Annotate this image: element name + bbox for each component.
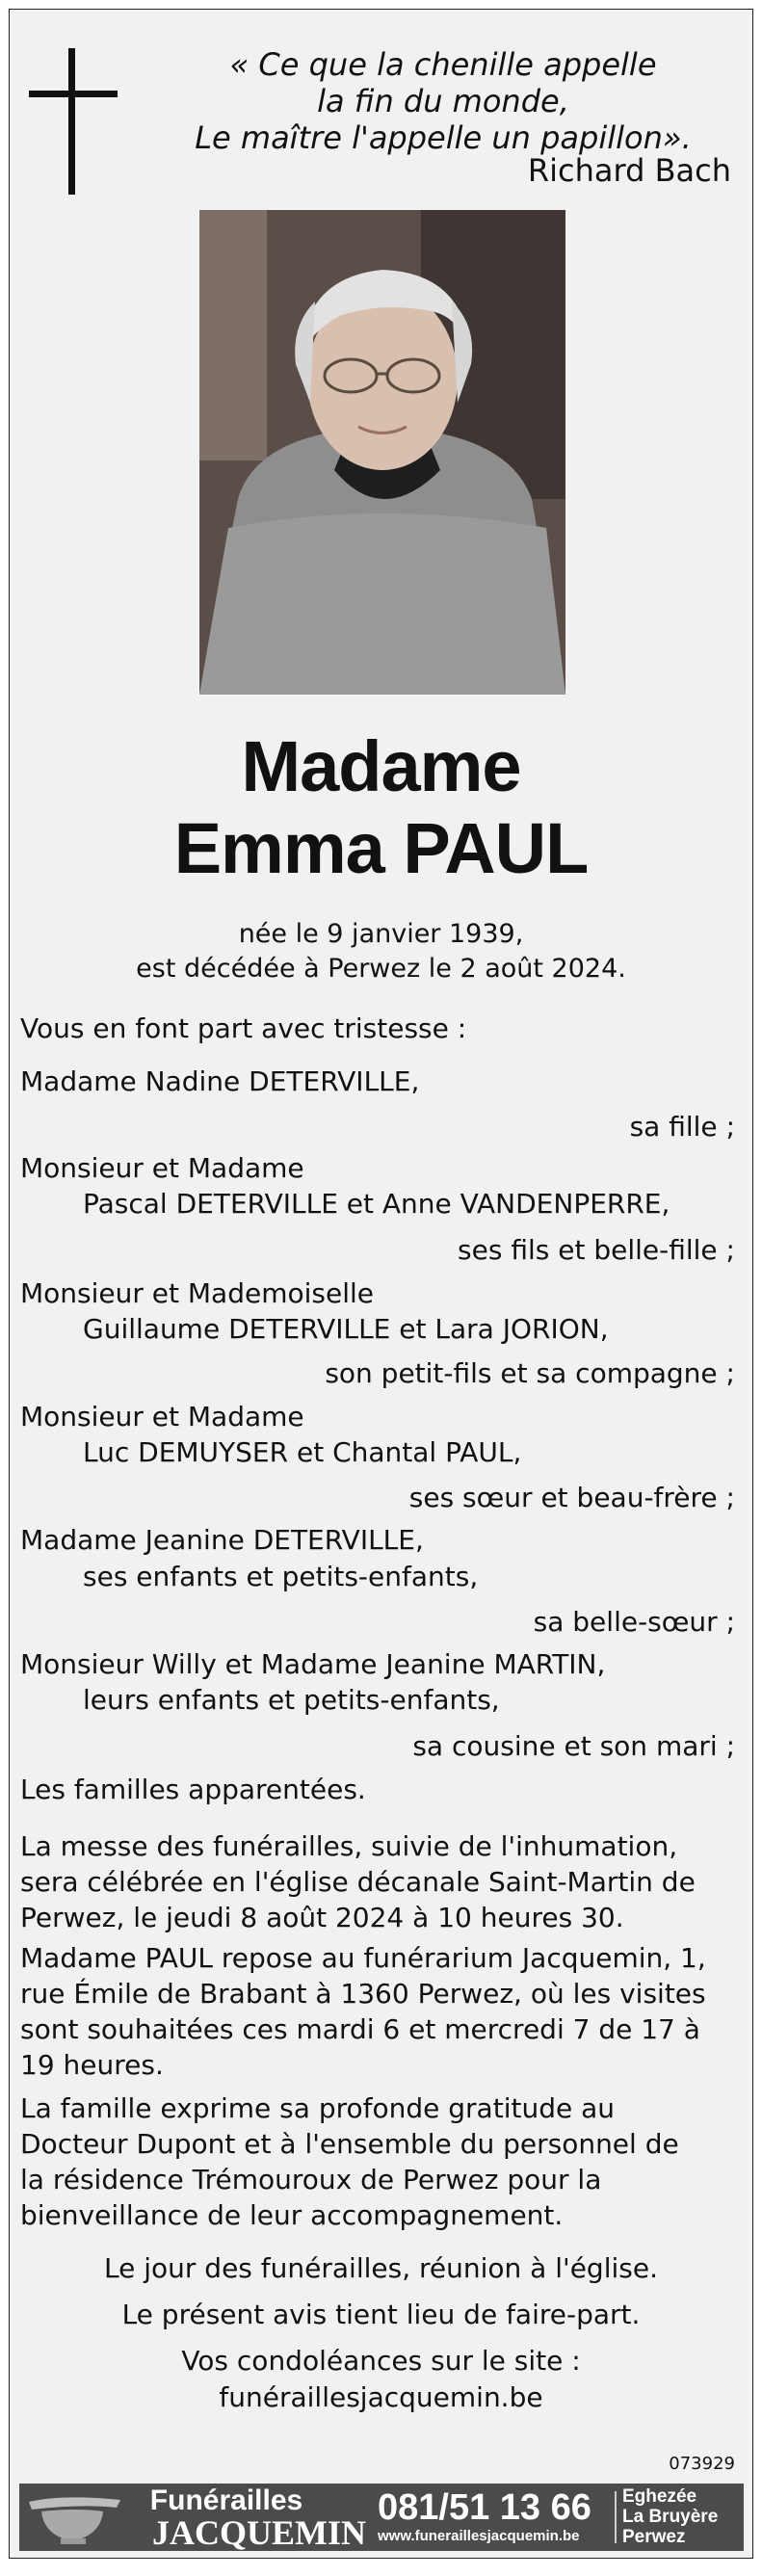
family-member: Madame Nadine DETERVILLE, (20, 1065, 420, 1097)
paragraph-line: 19 heures. (20, 2049, 164, 2081)
location-item: Eghezée (622, 2486, 697, 2507)
portrait-photo (199, 210, 565, 695)
family-relation: son petit-fils et sa compagne ; (325, 1357, 735, 1389)
paragraph-line: sera célébrée en l'église décanale Saint-Martin de (20, 1866, 696, 1898)
family-member: Monsieur et Madame (20, 1401, 304, 1433)
banner-divider (615, 2491, 617, 2543)
paragraph-line: rue Émile de Brabant à 1360 Perwez, où les visites (20, 1978, 706, 2010)
brand-jacquemin: JACQUEMIN (152, 2513, 366, 2551)
location-item: Perwez (622, 2527, 686, 2547)
condolences-site: funéraillesjacquemin.be (219, 2381, 543, 2413)
family-member: Guillaume DETERVILLE et Lara JORION, (83, 1313, 609, 1345)
reference-number: 073929 (669, 2454, 735, 2474)
family-relation: ses sœur et beau-frère ; (408, 1482, 735, 1513)
locations-list (622, 2486, 718, 2547)
location-item: La Bruyère (622, 2507, 719, 2527)
family-member: Monsieur et Madame (20, 1152, 304, 1184)
closing-line: Le jour des funérailles, réunion à l'église. (104, 2252, 658, 2284)
paragraph-line: La messe des funérailles, suivie de l'inhumation, (20, 1830, 678, 1862)
quote-line: « Ce que la chenille appelle (229, 46, 657, 83)
family-member: Luc DEMUYSER et Chantal PAUL, (83, 1436, 522, 1468)
epigraph-quote (164, 46, 723, 156)
obituary-notice (9, 9, 753, 2559)
death-line: est décédée à Perwez le 2 août 2024. (136, 954, 626, 984)
phone-number: 081/51 13 66 (378, 2487, 591, 2528)
birth-death-dates (10, 917, 752, 986)
funeral-home-banner (19, 2484, 744, 2551)
paragraph-line: Docteur Dupont et à l'ensemble du personnel de (20, 2128, 679, 2160)
family-member: leurs enfants et petits-enfants, (83, 1684, 500, 1716)
paragraph-line: bienveillance de leur accompagnement. (20, 2199, 564, 2231)
funerarium-paragraph (20, 1940, 735, 2083)
brand-funerailles: Funérailles (149, 2484, 303, 2516)
family-relation: ses fils et belle-fille ; (458, 1234, 735, 1266)
paragraph-line: Perwez, le jeudi 8 août 2024 à 10 heures 30. (20, 1902, 624, 1933)
family-relation: sa cousine et son mari ; (412, 1730, 735, 1762)
website-url: www.funeraillesjacquemin.be (378, 2528, 580, 2544)
funeral-mass-paragraph (20, 1828, 735, 1935)
family-member: Pascal DETERVILLE et Anne VANDENPERRE, (83, 1188, 670, 1220)
family-member: Monsieur et Mademoiselle (20, 1277, 374, 1309)
family-member: ses enfants et petits-enfants, (83, 1561, 479, 1592)
paragraph-line: La famille exprime sa profonde gratitude au (20, 2092, 615, 2124)
paragraph-line: Madame PAUL repose au funérarium Jacquemin, 1, (20, 1942, 706, 1974)
cross-icon (29, 48, 118, 195)
paragraph-line: sont souhaitées ces mardi 6 et mercredi 7 de 17 à (20, 2013, 700, 2045)
family-relation: sa fille ; (629, 1111, 735, 1143)
family-member: Les familles apparentées. (20, 1774, 366, 1805)
quote-line: la fin du monde, (317, 83, 569, 119)
quote-line: Le maître l'appelle un papillon». (195, 119, 692, 156)
family-member: Monsieur Willy et Madame Jeanine MARTIN, (20, 1648, 606, 1680)
quote-author: Richard Bach (527, 152, 731, 189)
gratitude-paragraph (20, 2090, 735, 2233)
announcement-intro: Vous en font part avec tristesse : (20, 1012, 467, 1044)
family-member: Madame Jeanine DETERVILLE, (20, 1524, 424, 1556)
closing-line: Le présent avis tient lieu de faire-part. (121, 2299, 641, 2330)
deceased-title: Madame (241, 726, 521, 806)
closing-line: Vos condoléances sur le site : (181, 2345, 581, 2377)
deceased-name: Emma PAUL (173, 808, 589, 888)
paragraph-line: la résidence Trémouroux de Perwez pour la (20, 2164, 602, 2195)
birth-line: née le 9 janvier 1939, (238, 919, 524, 949)
family-relation: sa belle-sœur ; (533, 1606, 735, 1638)
